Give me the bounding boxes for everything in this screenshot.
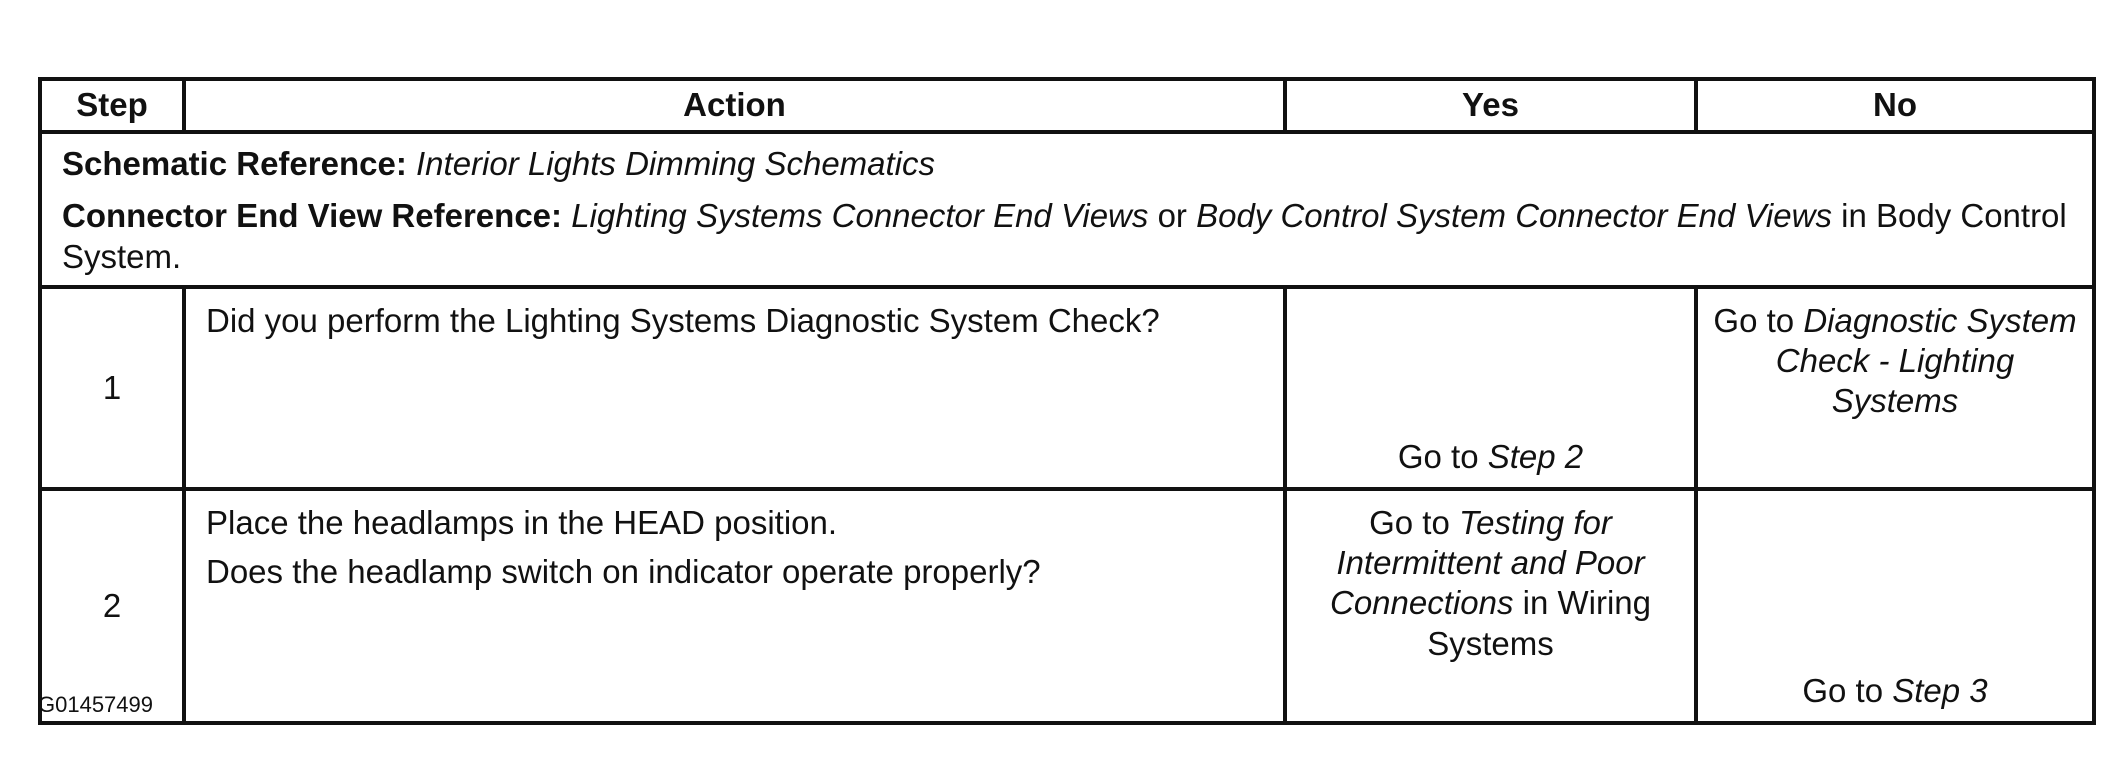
yes-result <box>1297 437 1684 477</box>
step-number: 1 <box>40 287 184 489</box>
header-no: No <box>1696 79 2094 132</box>
action-text: Place the headlamps in the HEAD position. <box>206 503 838 541</box>
schematic-reference-link[interactable]: Interior Lights Dimming Schematics <box>416 145 936 182</box>
connector-reference-label: Connector End View Reference: <box>62 197 563 235</box>
yes-suffix: in Wiring Systems <box>1427 584 1651 662</box>
no-cell <box>1696 287 2094 489</box>
connector-reference-or: or <box>1157 197 1187 235</box>
no-link[interactable]: Step 3 <box>1892 671 1988 709</box>
schematic-reference <box>62 144 2072 184</box>
header-yes: Yes <box>1285 79 1696 132</box>
reference-cell <box>40 132 2094 287</box>
diagnostic-table <box>38 77 2096 725</box>
connector-reference <box>62 196 2072 277</box>
connector-reference-suffix: in Body Control System. <box>62 197 2067 275</box>
table-row <box>40 287 2094 489</box>
header-step: Step <box>40 79 184 132</box>
figure-id: G01457499 <box>38 692 153 717</box>
yes-cell <box>1285 489 1696 723</box>
header-action: Action <box>184 79 1285 132</box>
table-row <box>40 489 2094 723</box>
no-prefix: Go to <box>1802 671 1884 709</box>
yes-cell <box>1285 287 1696 489</box>
no-cell <box>1696 489 2094 723</box>
step-number: 2 <box>40 489 184 723</box>
action-question: Does the headlamp switch on indicator operate properly? <box>206 553 1041 590</box>
yes-link[interactable]: Step 2 <box>1487 437 1584 475</box>
yes-prefix: Go to <box>1397 437 1479 475</box>
no-prefix: Go to <box>1713 301 1795 339</box>
action-cell <box>184 489 1285 723</box>
table-header-row <box>40 79 2094 132</box>
action-cell <box>184 287 1285 489</box>
yes-prefix: Go to <box>1369 503 1450 541</box>
connector-reference-link-lighting[interactable]: Lighting Systems Connector End Views <box>571 197 1149 235</box>
no-result <box>1708 671 2082 711</box>
no-link[interactable]: Diagnostic System Check - Lighting Systems <box>1775 301 2077 420</box>
reference-row <box>40 132 2094 287</box>
yes-result <box>1297 503 1684 664</box>
schematic-reference-label: Schematic Reference: <box>62 145 407 182</box>
action-text: Did you perform the Lighting Systems Diagnostic System Check? <box>206 301 1160 339</box>
connector-reference-link-body[interactable]: Body Control System Connector End Views <box>1196 197 1832 235</box>
yes-link[interactable]: Testing for Intermittent and Poor Connections <box>1330 503 1645 622</box>
no-result <box>1708 301 2082 422</box>
